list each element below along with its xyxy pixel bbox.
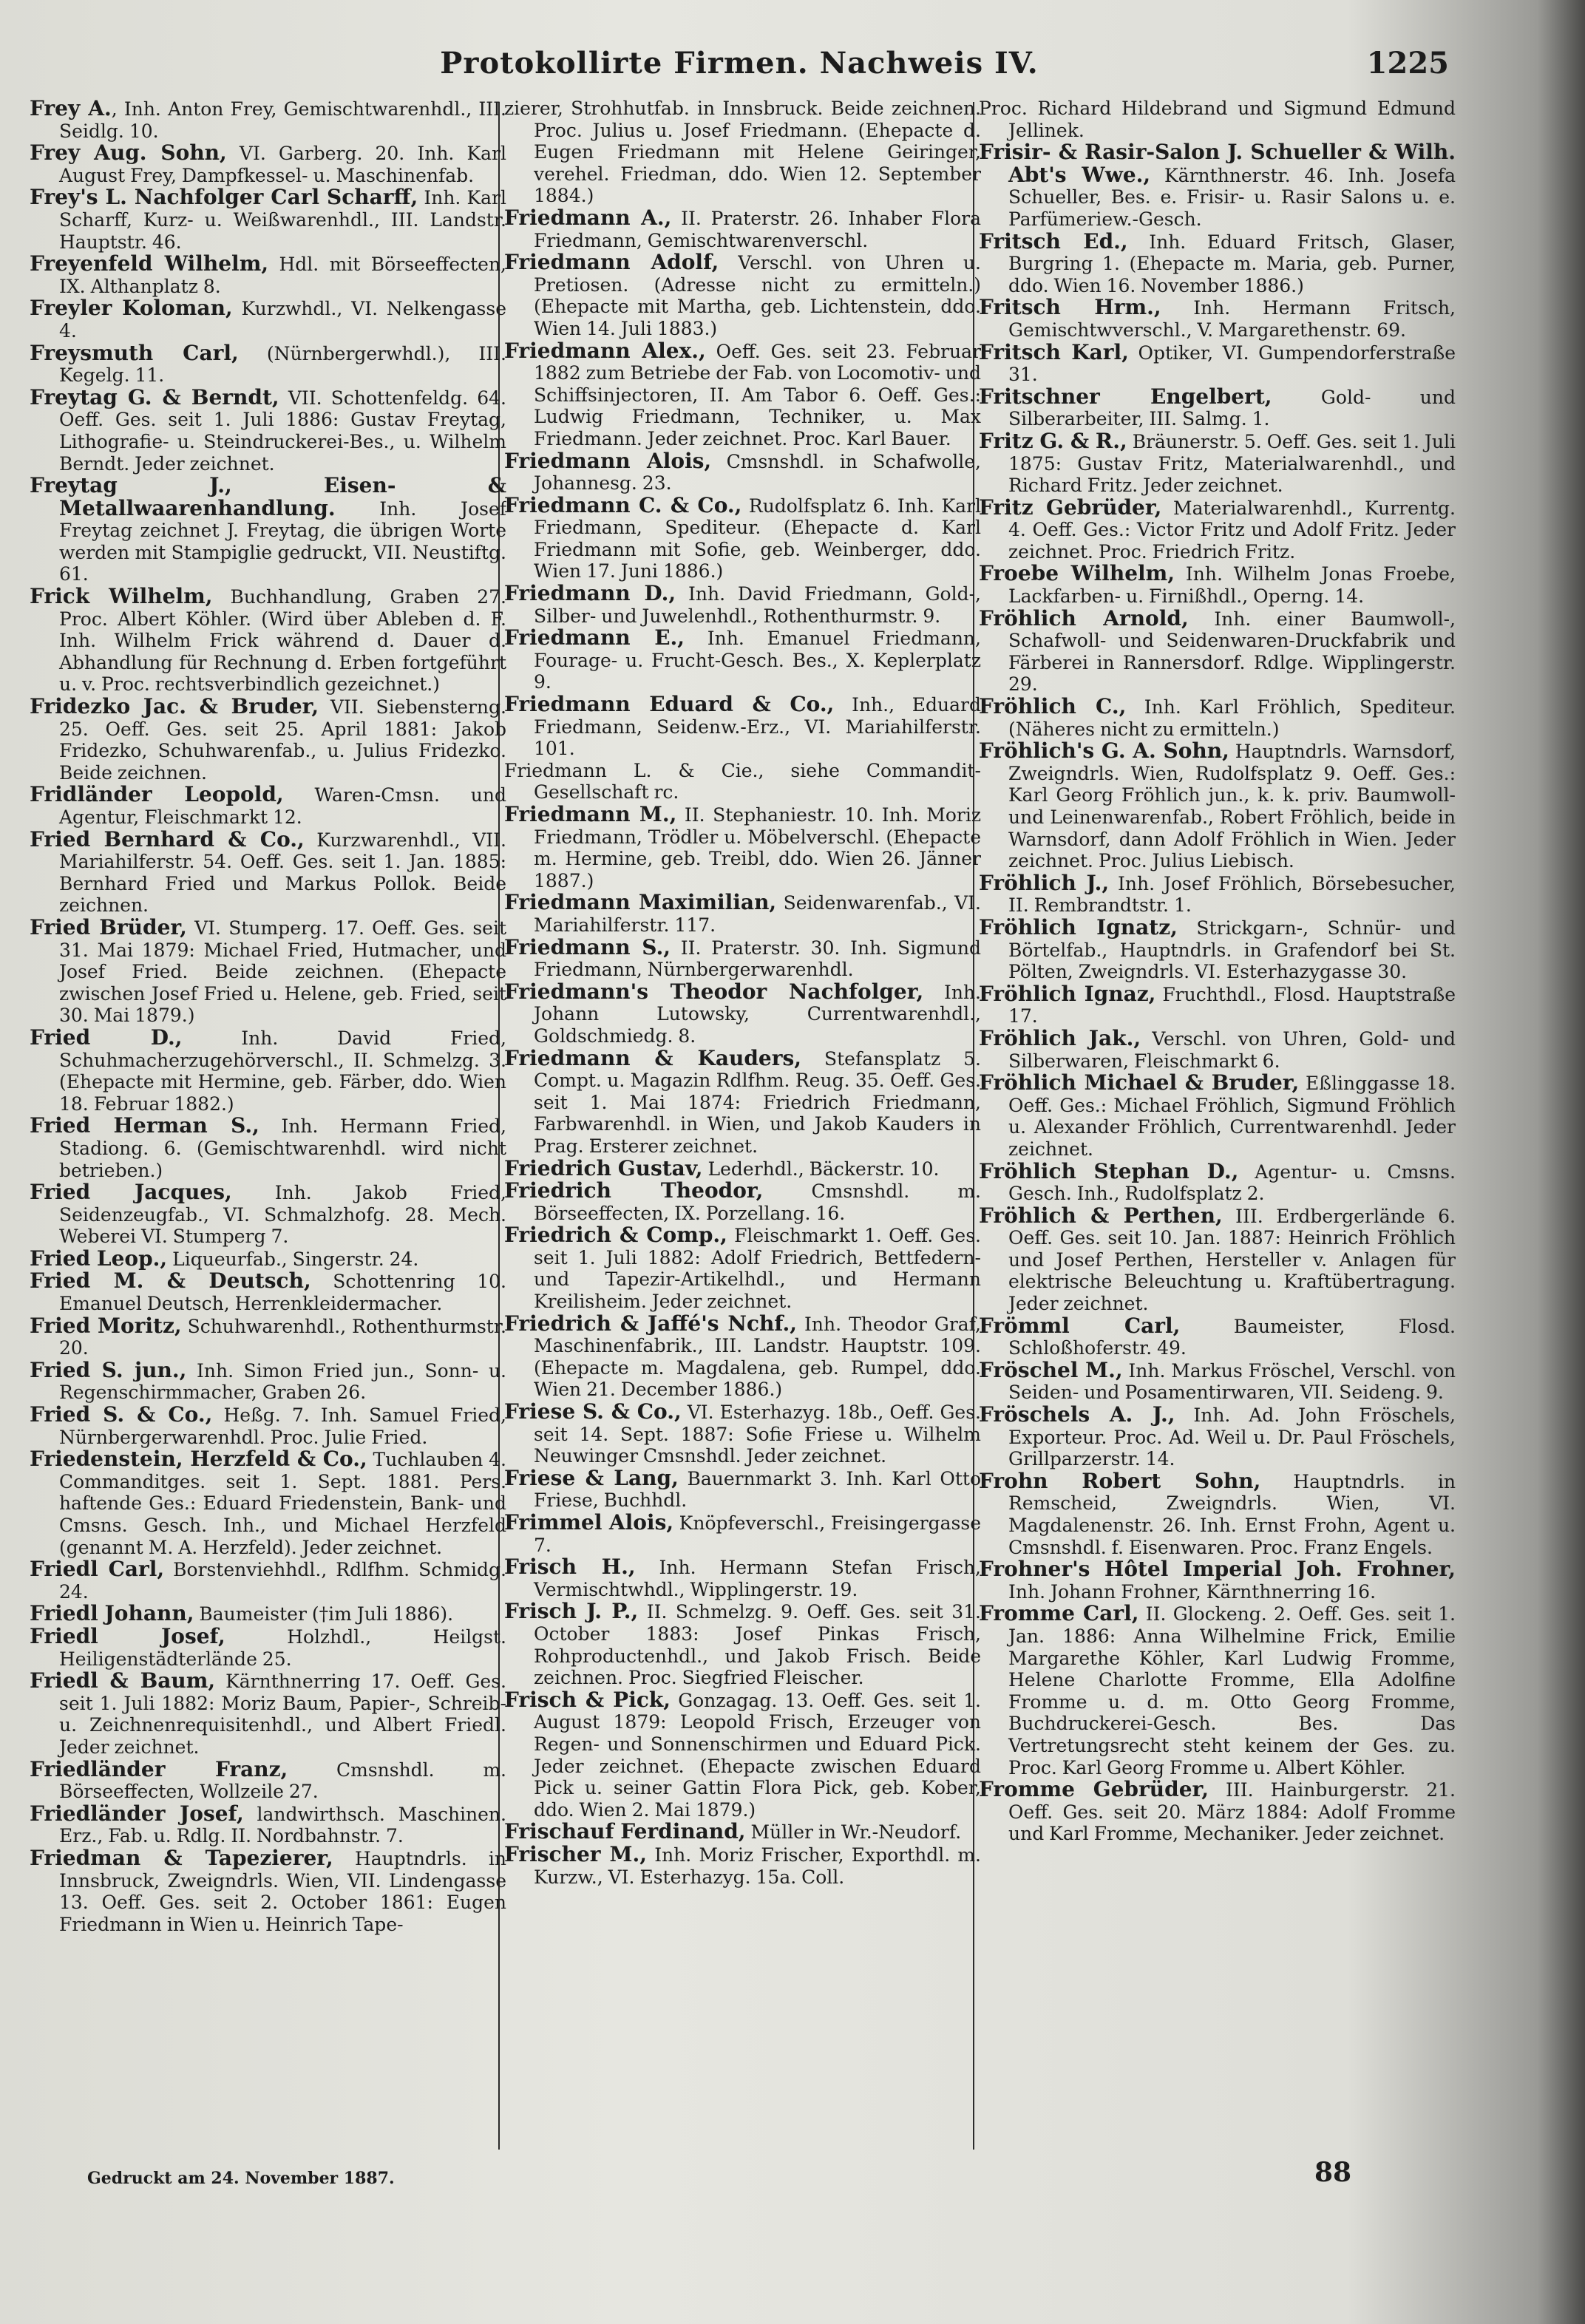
entry-details: Holzhdl., Heilgst. Heiligenstädterlände 25. xyxy=(59,1625,506,1670)
directory-entry xyxy=(504,1047,981,1158)
directory-entry xyxy=(30,1315,506,1359)
directory-entry xyxy=(30,1625,506,1670)
firm-name: Friedmann Maximilian, xyxy=(504,890,777,915)
directory-entry xyxy=(979,228,1456,297)
firm-name: Fried Brüder, xyxy=(30,914,187,940)
directory-entry xyxy=(979,296,1456,341)
entry-details: Borstenviehhdl., Rdlfhm. Schmidg. 24. xyxy=(59,1559,506,1603)
firm-name: Fröhlich Ignatz, xyxy=(979,914,1178,940)
directory-entry xyxy=(30,253,506,297)
entry-details: Optiker, VI. Gumpendorferstraße 31. xyxy=(1008,342,1456,386)
entry-details: VI. Stumperg. 17. Oeff. Ges. seit 31. Mai 1879: Michael Fried, Hutmacher, und Josef Fried. Beide zeichnen. (Ehepacte zwischen Josef Fried u. Helene, geb. Fried, seit 30. Mai 1879.) xyxy=(59,917,506,1027)
firm-name: Friedmann C. & Co., xyxy=(504,492,742,517)
directory-entry xyxy=(504,891,981,936)
directory-entry xyxy=(504,1841,981,1888)
firm-name: Fried Bernhard & Co., xyxy=(30,826,305,852)
firm-name: Frisch H., xyxy=(504,1555,636,1580)
entry-details: Hauptndrls. in Innsbruck, Zweigndrls. Wien, VII. Lindengasse 13. Oeff. Ges. seit 2. October 1861: Eugen Friedmann in Wien u. Heinrich Tape- xyxy=(59,1847,506,1935)
directory-entry xyxy=(504,1180,981,1224)
entry-details: Gonzagag. 13. Oeff. Ges. seit 1. August 1879: Leopold Frisch, Erzeuger von Regen- und Sonnenschirmen und Eduard Pick. Jeder zeichnet. (Ehepacte zwischen Eduard Pick u. seiner Gattin Flora Pick, geb. Kober, ddo. Wien 2. Mai 1879.) xyxy=(534,1689,981,1821)
directory-entry xyxy=(979,740,1456,872)
directory-entry xyxy=(30,297,506,342)
directory-entry xyxy=(30,142,506,186)
firm-name: Fröhlich Arnold, xyxy=(979,605,1189,631)
entry-details: Inh. Josef Fröhlich, Börsebesucher, II. Rembrandtstr. 1. xyxy=(1008,872,1456,917)
firm-name: Friedmann S., xyxy=(504,934,671,959)
directory-entry xyxy=(979,1158,1456,1205)
entry-details: VI. Garberg. 20. Inh. Karl August Frey, Dampfkessel- u. Maschinenfab. xyxy=(59,143,506,186)
entry-details: Inh. Karl Fröhlich, Spediteur. (Näheres nicht zu ermitteln.) xyxy=(1008,696,1456,740)
entry-details: Inh. Moriz Frischer, Exporthdl. m. Kurzw., VI. Esterhazyg. 15a. Coll. xyxy=(534,1844,981,1888)
firm-name: Fried M. & Deutsch, xyxy=(30,1268,311,1294)
entry-details: Verschl. von Uhren u. Pretiosen. (Adresse nicht zu ermitteln.) (Ehepacte mit Martha, geb. Lichtenstein, ddo. Wien 14. Juli 1883.) xyxy=(534,252,981,339)
firm-name: Fröhlich & Perthen, xyxy=(979,1203,1223,1228)
firm-name: Friedrich & Jaffé's Nchf., xyxy=(504,1311,797,1336)
firm-name: Fritschner Engelbert, xyxy=(979,384,1272,409)
firm-name: Frohner's Hôtel Imperial Joh. Frohner, xyxy=(979,1557,1456,1582)
entry-details: Cmsnshdl. m. Börseeffecten, Wollzeile 27. xyxy=(59,1759,506,1803)
directory-entry xyxy=(30,1803,506,1847)
entry-details: Kurzwhdl., VI. Nelkengasse 4. xyxy=(59,298,506,342)
directory-entry xyxy=(979,1603,1456,1778)
page-number: 1225 xyxy=(1366,46,1449,81)
firm-name: Fritz G. & R., xyxy=(979,428,1127,453)
directory-entry xyxy=(30,1115,506,1181)
firm-name: Fritsch Hrm., xyxy=(979,295,1161,320)
entry-details: Inh. einer Baumwoll-, Schafwoll- und Seidenwaren-Druckfabrik und Färberei in Rannersdorf. Rdlge. Wipplingerstr. 29. xyxy=(1008,608,1456,696)
entry-details: Inh. Ad. John Fröschels, Exporteur. Proc. Ad. Weil u. Dr. Paul Fröschels, Grillparzerstr. 14. xyxy=(1008,1404,1456,1470)
entry-details: III. Erdbergerlände 6. Oeff. Ges. seit 10. Jan. 1887: Heinrich Fröhlich und Josef Perthen, Hersteller v. Anlagen für elektrische Beleuchtung u. Kraftübertragung. Jeder zeichnet. xyxy=(1008,1205,1456,1315)
firm-name: Fried S. jun., xyxy=(30,1357,187,1382)
directory-entry xyxy=(30,1181,506,1248)
directory-entry xyxy=(30,1270,506,1314)
directory-entry xyxy=(30,475,506,585)
directory-entry xyxy=(504,1155,981,1180)
firm-name: Freysmuth Carl, xyxy=(30,340,239,365)
firm-name: Friedrich Gustav, xyxy=(504,1155,703,1180)
directory-entry xyxy=(979,339,1456,386)
entry-details: VII. Siebensterng. 25. Oeff. Ges. seit 25. April 1881: Jakob Fridezko, Schuhwarenfab., u. Julius Fridezko. Beide zeichnen. xyxy=(59,696,506,784)
entry-details: Fleischmarkt 1. Oeff. Ges. seit 1. Juli 1882: Adolf Friedrich, Bettfedern- und Tapezir-Artikelhdl., und Hermann Kreilisheim. Jeder zeichnet. xyxy=(534,1225,981,1313)
firm-name: Fröhlich J., xyxy=(979,870,1110,895)
entry-details: Kärnthnerstr. 46. Inh. Josefa Schueller, Bes. e. Frisir- u. Rasir Salons u. e. Parfümeriew.-Gesch. xyxy=(1008,164,1456,230)
directory-entry xyxy=(979,98,1456,141)
firm-name: Friedmann A., xyxy=(504,205,672,230)
entry-details: II. Praterstr. 26. Inhaber Flora Friedmann, Gemischtwarenverschl. xyxy=(534,207,981,251)
directory-entry xyxy=(30,1027,506,1115)
firm-name: Frohn Robert Sohn, xyxy=(979,1468,1261,1493)
firm-name: Fromme Gebrüder, xyxy=(979,1777,1209,1802)
firm-name: Frisch J. P., xyxy=(504,1599,639,1624)
entry-details: Inh. Hermann Fritsch, Gemischtwverschl., V. Margarethenstr. 69. xyxy=(1008,297,1456,341)
entry-details: Rudolfsplatz 6. Inh. Karl Friedmann, Spediteur. (Ehepacte d. Karl Friedmann mit Sofie, geb. Weinberger, ddo. Wien 17. Juni 1886.) xyxy=(534,495,981,582)
entry-details: Seidenwarenfab., VI. Mariahilferstr. 117. xyxy=(534,892,981,936)
firm-name: Frisir- & Rasir-Salon J. Schueller & Wilh. Abt's Wwe., xyxy=(979,140,1456,187)
directory-entry xyxy=(30,1603,506,1625)
entry-details: VI. Esterhazyg. 18b., Oeff. Ges. seit 14. Sept. 1887: Sofie Friese u. Wilhelm Neuwinger Cmsnshdl. Jeder zeichnet. xyxy=(534,1401,981,1467)
directory-entry xyxy=(30,914,506,1027)
directory-entry xyxy=(504,340,981,450)
firm-name: Fröhlich Ignaz, xyxy=(979,981,1156,1006)
directory-entry xyxy=(504,251,981,339)
entry-details: Cmsnshdl. in Schafwolle, Johannesg. 23. xyxy=(534,450,981,495)
entry-details: II. Glockeng. 2. Oeff. Ges. seit 1. Jan. 1886: Anna Wilhelmine Frick, Emilie Margarethe Köhler, Karl Ludwig Fromme, Helene Charlotte Fromme, Ella Adolfine Fromme u. d. m. Otto Georg Fromme, Buchdruckerei-Gesch. Bes. Das Vertretungsrecht steht keinem der Ges. zu. Proc. Karl Georg Fromme u. Albert Köhler. xyxy=(1008,1603,1456,1778)
entry-details: Inh. Eduard Fritsch, Glaser, Burgring 1. (Ehepacte m. Maria, geb. Purner, ddo. Wien 16. November 1886.) xyxy=(1008,231,1456,296)
firm-name: Fritsch Ed., xyxy=(979,228,1128,254)
firm-name: Freyenfeld Wilhelm, xyxy=(30,251,269,276)
firm-name: Friedman & Tapezierer, xyxy=(30,1845,333,1870)
firm-name: Friedmann & Kauders, xyxy=(504,1045,801,1070)
directory-entry xyxy=(979,1205,1456,1315)
directory-entry xyxy=(504,1467,981,1512)
directory-entry xyxy=(504,1600,981,1688)
entry-details: Knöpfeverschl., Freisingergasse 7. xyxy=(534,1512,981,1556)
firm-name: Friedrich & Comp., xyxy=(504,1223,727,1248)
firm-name: Frisch & Pick, xyxy=(504,1687,671,1712)
firm-name: Friedenstein, Herzfeld & Co., xyxy=(30,1447,367,1472)
directory-entry xyxy=(504,803,981,891)
firm-name: Fröhlich Michael & Bruder, xyxy=(979,1070,1300,1095)
entry-details: II. Praterstr. 30. Inh. Sigmund Friedmann, Nürnbergerwarenhdl. xyxy=(534,937,981,981)
entry-details: , Inh. Anton Frey, Gemischtwarenhdl., III. Seidlg. 10. xyxy=(59,98,506,142)
directory-entry xyxy=(504,207,981,251)
entry-details: Materialwarenhdl., Kurrentg. 4. Oeff. Ges.: Victor Fritz und Adolf Fritz. Jeder zeichnet. Proc. Friedrich Fritz. xyxy=(1008,497,1456,563)
firm-name: Fried Leop., xyxy=(30,1246,168,1271)
directory-entry xyxy=(30,1756,506,1803)
firm-name: Frischer M., xyxy=(504,1841,647,1866)
directory-entry xyxy=(504,98,981,207)
directory-entry xyxy=(30,1404,506,1448)
firm-name: Friedmann Alex., xyxy=(504,338,706,363)
directory-entry xyxy=(30,186,506,253)
firm-name: Frick Wilhelm, xyxy=(30,584,213,609)
directory-entry xyxy=(504,760,981,803)
firm-name: Friedmann M., xyxy=(504,802,677,826)
column-middle xyxy=(504,98,981,2153)
entry-details: Tuchlauben 4. Commanditges. seit 1. Sept. 1881. Pers. haftende Ges.: Eduard Friedenstein, Bank- und Cmsns. Gesch. Inh., und Michael Herzfeld (genannt M. A. Herzfeld). Jeder zeichnet. xyxy=(59,1449,506,1558)
directory-entry xyxy=(979,1470,1456,1558)
entry-details: Schuhwarenhdl., Rothenthurmstr. 20. xyxy=(59,1315,506,1359)
entry-details: Kärnthnerring 17. Oeff. Ges. seit 1. Juli 1882: Moriz Baum, Papier-, Schreib- u. Zeichnenrequisitenhdl., und Albert Friedl. Jeder zeichnet. xyxy=(59,1671,506,1758)
firm-name: Fröhlich's G. A. Sohn, xyxy=(979,738,1229,764)
entry-details: VII. Schottenfeldg. 64. Oeff. Ges. seit 1. Juli 1886: Gustav Freytag, Lithografie- u. Steindruckerei-Bes., u. Wilhelm Berndt. Jeder zeichnet. xyxy=(59,387,506,475)
firm-name: Friedländer Franz, xyxy=(30,1756,288,1781)
directory-entry xyxy=(504,934,981,981)
column-right xyxy=(979,98,1456,2153)
entry-details: Buchhandlung, Graben 27. Proc. Albert Köhler. (Wird über Ableben d. F. Inh. Wilhelm Frick während d. Dauer d. Abhandlung für Rechnung d. Erben fortgeführt u. v. Proc. rechtsverbindlich gezeichnet.) xyxy=(59,586,506,696)
directory-entry xyxy=(30,826,506,917)
directory-entry xyxy=(30,1359,506,1404)
firm-name: Friese & Lang, xyxy=(504,1465,679,1490)
entry-details: Heßg. 7. Inh. Samuel Fried, Nürnbergerwarenhdl. Proc. Julie Fried. xyxy=(59,1404,506,1448)
entry-details: Inh. Johann Lutowsky, Currentwarenhdl., Goldschmiedg. 8. xyxy=(534,981,981,1047)
firm-name: Friedmann D., xyxy=(504,581,676,606)
directory-entry xyxy=(30,1670,506,1758)
sheet-number: 88 xyxy=(1314,2157,1352,2188)
firm-name: Freyler Koloman, xyxy=(30,296,233,321)
column-left xyxy=(30,98,506,2153)
entry-details: Lederhdl., Bäckerstr. 10. xyxy=(702,1158,940,1180)
entry-details: Inh., Eduard Friedmann, Seidenw.-Erz., VI. Mariahilferstr. 101. xyxy=(534,694,981,760)
entry-details: Baumeister, Flosd. Schloßhoferstr. 49. xyxy=(1008,1315,1456,1359)
directory-entry xyxy=(504,492,981,582)
directory-entry xyxy=(979,1558,1456,1603)
firm-name: Fröhlich Jak., xyxy=(979,1025,1141,1050)
entry-details: Inh. Hermann Stefan Frisch, Vermischtwhdl., Wipplingerstr. 19. xyxy=(534,1557,981,1600)
entry-details: Inh. David Friedmann, Gold-, Silber- und Juwelenhdl., Rothenthurmstr. 9. xyxy=(534,583,981,627)
firm-name: Freytag J., Eisen- & Metallwaarenhandlung. xyxy=(30,473,506,520)
entry-details: Friedmann L. & Cie., siehe Commandit-Gesellschaft rc. xyxy=(504,759,981,803)
directory-entry xyxy=(979,1027,1456,1072)
firm-name: Friedl Josef, xyxy=(30,1623,225,1648)
entry-details: Hauptndrls. in Remscheid, Zweigndrls. Wien, VI. Magdalenenstr. 26. Inh. Ernst Frohn, Agent u. Cmsnshdl. f. Eisenwaren. Proc. Franz Engels. xyxy=(1008,1470,1456,1558)
entry-details: Inh. Josef Freytag zeichnet J. Freytag, die übrigen Worte werden mit Stampiglie gedruckt, VII. Neustiftg. 61. xyxy=(59,497,506,585)
entry-details: Schottenring 10. Emanuel Deutsch, Herrenkleidermacher. xyxy=(59,1271,506,1315)
entry-details: Inh. Theodor Graf, Maschinenfabrik., III. Landstr. Hauptstr. 109. (Ehepacte m. Magdalena, geb. Rumpel, ddo. Wien 21. December 1886.) xyxy=(534,1313,981,1401)
directory-entry xyxy=(30,784,506,828)
entry-details: Inh. Emanuel Friedmann, Fourage- u. Frucht-Gesch. Bes., X. Keplerplatz 9. xyxy=(534,628,981,693)
page-header xyxy=(30,46,1449,98)
entry-details: Verschl. von Uhren, Gold- und Silberwaren, Fleischmarkt 6. xyxy=(1008,1027,1456,1072)
directory-entry xyxy=(504,1512,981,1556)
entry-details: Cmsnshdl. m. Börseeffecten, IX. Porzellang. 16. xyxy=(534,1180,981,1224)
directory-entry xyxy=(30,1448,506,1558)
firm-name: Friese S. & Co., xyxy=(504,1399,682,1424)
entry-details: Agentur- u. Cmsns. Gesch. Inh., Rudolfsplatz 2. xyxy=(1008,1161,1456,1205)
entry-details: Hdl. mit Börseeffecten, IX. Althanplatz 8. xyxy=(59,254,506,297)
directory-entry xyxy=(504,1224,981,1312)
firm-name: Friedl Johann, xyxy=(30,1601,194,1626)
directory-entry xyxy=(504,981,981,1047)
firm-name: Frey's L. Nachfolger Carl Scharff, xyxy=(30,185,418,210)
directory-entry xyxy=(979,1072,1456,1160)
entry-details: Inh. Jakob Fried, Seidenzeugfab., VI. Schmalzhofg. 28. Mech. Weberei VI. Stumperg 7. xyxy=(59,1182,506,1248)
firm-name: Froebe Wilhelm, xyxy=(979,561,1175,586)
directory-entry xyxy=(504,627,981,693)
entry-details: Kurzwarenhdl., VII. Mariahilferstr. 54. Oeff. Ges. seit 1. Jan. 1885: Bernhard Fried und Markus Pollok. Beide zeichnen. xyxy=(59,829,506,917)
entry-details: Hauptndrls. Warnsdorf, Zweigndrls. Wien, Rudolfsplatz 9. Oeff. Ges.: Karl Georg Fröhlich jun., k. k. priv. Baumwoll- und Leinenwarenfab., Robert Fröhlich, beide in Warnsdorf, dann Adolf Fröhlich in Wien. Jeder zeichnet. Proc. Julius Liebisch. xyxy=(1008,741,1456,872)
entry-details: Oeff. Ges. seit 23. Februar 1882 zum Betriebe der Fab. von Locomotiv- und Schiffsinjectoren, II. Am Tabor 6. Oeff. Ges.: Ludwig Friedmann, Techniker, u. Max Friedmann. Jeder zeichnet. Proc. Karl Bauer. xyxy=(534,340,981,449)
entry-details: Stefansplatz 5. Compt. u. Magazin Rdlfhm. Reug. 35. Oeff. Ges. seit 1. Mai 1874: Friedrich Friedmann, Farbwarenhdl. in Wien, und Jakob Kauders in Prag. Ersterer zeichnet. xyxy=(534,1047,981,1157)
entry-details: III. Hainburgerstr. 21. Oeff. Ges. seit 20. März 1884: Adolf Fromme und Karl Fromme, Mechaniker. Jeder zeichnet. xyxy=(1008,1779,1456,1845)
entry-details: Bräunerstr. 5. Oeff. Ges. seit 1. Juli 1875: Gustav Fritz, Materialwarenhdl., und Richard Fritz. Jeder zeichnet. xyxy=(1008,430,1456,497)
firm-name: Fridezko Jac. & Bruder, xyxy=(30,694,319,719)
entry-details: Müller in Wr.-Neudorf. xyxy=(745,1821,962,1844)
firm-name: Fried Moritz, xyxy=(30,1313,182,1338)
directory-entry xyxy=(504,1313,981,1401)
directory-entry xyxy=(30,585,506,696)
firm-name: Fried D., xyxy=(30,1025,183,1050)
directory-entry xyxy=(979,696,1456,740)
entry-details: zierer, Strohhutfab. in Innsbruck. Beide zeichnen. Proc. Julius u. Josef Friedmann. (Ehepacte d. Eugen Friedmann mit Helene Geiringer, verehel. Friedman, ddo. Wien 12. September 1884.) xyxy=(504,98,981,207)
firm-name: Fritz Gebrüder, xyxy=(979,495,1162,520)
entry-details: Inh. Karl Scharff, Kurz- u. Weißwarenhdl., III. Landstr. Hauptstr. 46. xyxy=(59,187,506,253)
directory-entry xyxy=(30,98,506,142)
directory-entry xyxy=(979,1315,1456,1359)
firm-name: Fridländer Leopold, xyxy=(30,782,284,807)
entry-details: landwirthsch. Maschinen. Erz., Fab. u. Rdlg. II. Nordbahnstr. 7. xyxy=(59,1803,506,1847)
directory-entry xyxy=(979,605,1456,696)
directory-entry xyxy=(504,1689,981,1821)
entry-details: Proc. Richard Hildebrand und Sigmund Edmund Jellinek. xyxy=(979,98,1456,141)
directory-entry xyxy=(30,384,506,475)
firm-name: Friedl Carl, xyxy=(30,1557,165,1582)
firm-name: Fried S. & Co., xyxy=(30,1402,213,1427)
directory-entry xyxy=(979,386,1456,430)
directory-entry xyxy=(979,1778,1456,1845)
firm-name: Frey Aug. Sohn, xyxy=(30,140,227,166)
entry-details: Bauernmarkt 3. Inh. Karl Otto Friese, Buchhdl. xyxy=(534,1467,981,1512)
firm-name: Fröhlich C., xyxy=(979,694,1127,719)
entry-details: Gold- und Silberarbeiter, III. Salmg. 1. xyxy=(1008,386,1456,430)
entry-details: Strickgarn-, Schnür- und Börtelfab., Hauptndrls. in Grafendorf bei St. Pölten, Zweigndrls. VI. Esterhazygasse 30. xyxy=(1008,917,1456,983)
print-date: Gedruckt am 24. November 1887. xyxy=(87,2169,395,2188)
directory-entry xyxy=(30,1558,506,1603)
directory-entry xyxy=(979,497,1456,563)
directory-entry xyxy=(504,1556,981,1600)
directory-entry xyxy=(979,983,1456,1027)
directory-entry xyxy=(979,914,1456,983)
entry-details: Inh. Markus Fröschel, Verschl. von Seiden- und Posamentirwaren, VII. Seideng. 9. xyxy=(1008,1359,1456,1404)
firm-name: Fröschels A. J., xyxy=(979,1402,1175,1427)
directory-entry xyxy=(30,696,506,784)
directory-entry xyxy=(504,1401,981,1467)
directory-entry xyxy=(979,1404,1456,1470)
firm-name: Frömml Carl, xyxy=(979,1313,1181,1338)
directory-entry xyxy=(979,872,1456,917)
entry-details: Baumeister (†im Juli 1886). xyxy=(194,1603,454,1625)
entry-details: II. Schmelzg. 9. Oeff. Ges. seit 31. October 1883: Josef Pinkas Frisch, Rohproductenhdl., und Jakob Frisch. Beide zeichnen. Proc. Siegfried Fleischer. xyxy=(534,1601,981,1689)
firm-name: Friedmann E., xyxy=(504,625,685,650)
firm-name: Friedmann Alois, xyxy=(504,448,712,473)
firm-name: Fröhlich Stephan D., xyxy=(979,1158,1239,1183)
entry-details: Inh. Johann Frohner, Kärnthnerring 16. xyxy=(1008,1580,1377,1603)
firm-name: Frischauf Ferdinand, xyxy=(504,1819,746,1844)
entry-details: Inh. Hermann Fried, Stadiong. 6. (Gemischtwarenhdl. wird nicht betrieben.) xyxy=(59,1115,506,1181)
firm-name: Fritsch Karl, xyxy=(979,339,1129,364)
firm-name: Friedländer Josef, xyxy=(30,1801,244,1826)
entry-details: Inh. Simon Fried jun., Sonn- u. Regenschirmmacher, Graben 26. xyxy=(59,1359,506,1404)
firm-name: Frimmel Alois, xyxy=(504,1510,674,1535)
entry-details: Liqueurfab., Singerstr. 24. xyxy=(167,1248,419,1270)
directory-entry xyxy=(504,1821,981,1844)
directory-entry xyxy=(504,693,981,760)
entry-details: (Nürnbergerwhdl.), III. Kegelg. 11. xyxy=(59,342,506,387)
directory-entry xyxy=(979,1359,1456,1404)
firm-name: Friedmann Eduard & Co., xyxy=(504,692,835,717)
directory-entry xyxy=(504,450,981,495)
directory-entry xyxy=(30,1847,506,1935)
directory-entry xyxy=(504,582,981,627)
firm-name: Fried Herman S., xyxy=(30,1113,259,1138)
directory-entry xyxy=(979,563,1456,607)
firm-name: Fromme Carl, xyxy=(979,1601,1139,1626)
page-title: Protokollirte Firmen. Nachweis IV. xyxy=(440,46,1039,81)
directory-entry xyxy=(979,430,1456,497)
firm-name: Freytag G. & Berndt, xyxy=(30,384,279,410)
directory-entry xyxy=(979,141,1456,230)
firm-name: Friedmann's Theodor Nachfolger, xyxy=(504,979,924,1004)
firm-name: Friedmann Adolf, xyxy=(504,250,719,275)
entry-details: Fruchthdl., Flosd. Hauptstraße 17. xyxy=(1008,983,1456,1027)
firm-name: Fröschel M., xyxy=(979,1357,1123,1382)
entry-details: II. Stephaniestr. 10. Inh. Moriz Friedmann, Trödler u. Möbelverschl. (Ehepacte m. Hermine, geb. Treibl, ddo. Wien 26. Jänner 1887.) xyxy=(534,804,981,891)
firm-name: Friedl & Baum, xyxy=(30,1668,216,1693)
directory-entry xyxy=(30,1248,506,1271)
firm-name: Friedrich Theodor, xyxy=(504,1178,764,1203)
entry-details: Inh. Wilhelm Jonas Froebe, Lackfarben- u. Firnißhdl., Operng. 14. xyxy=(1008,563,1456,608)
entry-details: Inh. David Fried, Schuhmacherzugehörverschl., II. Schmelzg. 3. (Ehepacte mit Hermine, geb. Färber, ddo. Wien 18. Februar 1882.) xyxy=(59,1027,506,1115)
firm-name: Fried Jacques, xyxy=(30,1180,232,1205)
entry-details: Waren-Cmsn. und Agentur, Fleischmarkt 12. xyxy=(59,784,506,828)
entry-details: Eßlinggasse 18. Oeff. Ges.: Michael Fröhlich, Sigmund Fröhlich u. Alexander Fröhlich, Currentwarenhdl. Jeder zeichnet. xyxy=(1008,1073,1456,1160)
firm-name: Frey A. xyxy=(30,98,112,120)
directory-entry xyxy=(30,342,506,387)
